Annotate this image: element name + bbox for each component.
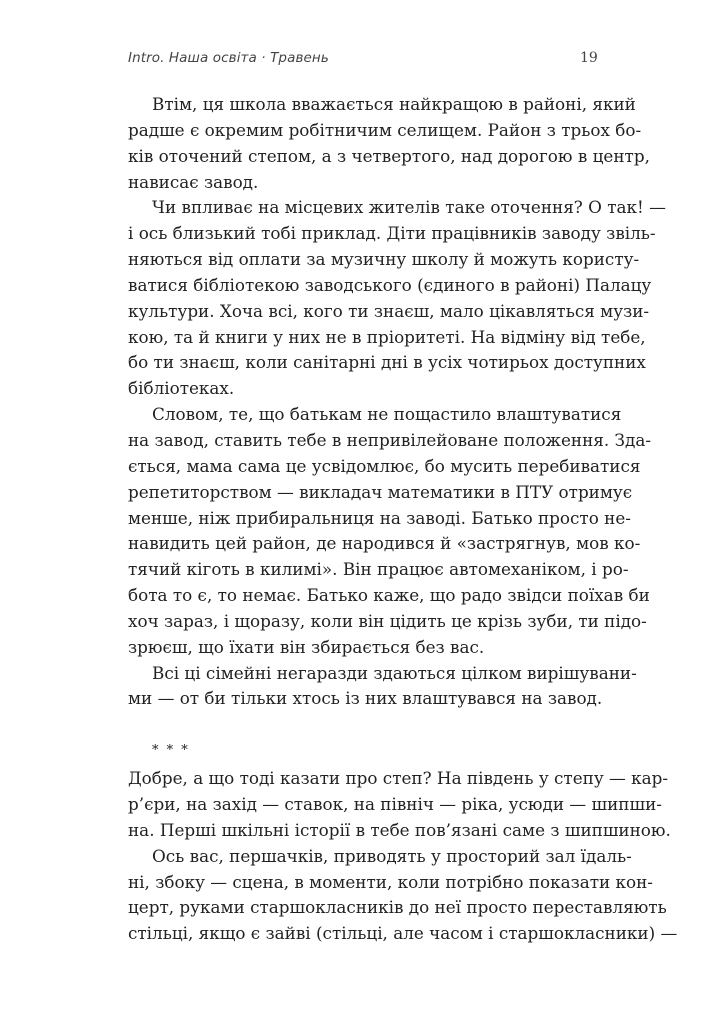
text-line: менше, ніж прибиральниця на заводі. Батько просто не- xyxy=(128,507,631,528)
text-line: кою, та й книги у них не в пріоритеті. На відміну від тебе, xyxy=(128,326,646,347)
text-line: ні, збоку — сцена, в моменти, коли потрібно показати кон- xyxy=(128,871,653,892)
text-line: тячий кіготь в килимі». Він працює автомеханіком, і ро- xyxy=(128,559,629,580)
text-line: культури. Хоча всі, кого ти знаєш, мало цікавляться музи- xyxy=(128,300,650,321)
text-line: Втім, ця школа вважається найкращою в районі, який xyxy=(152,94,636,114)
text-line: бо ти знаєш, коли санітарні дні в усіх чотирьох доступних xyxy=(128,352,646,373)
text-line: бібліотеках. xyxy=(128,378,235,399)
text-line: репетиторством — викладач математики в ПТУ отримує xyxy=(128,481,633,502)
text-line: на завод, ставить тебе в непривілейоване положення. Зда- xyxy=(128,429,652,450)
text-line: Словом, те, що батькам не пощастило влаштуватися xyxy=(152,404,622,425)
running-head: Intro. Наша освіта · Травень xyxy=(128,50,329,66)
body-text xyxy=(128,92,678,947)
text-line: хоч зараз, і щоразу, коли він цідить це крізь зуби, ти підо- xyxy=(128,610,647,631)
text-line: стільці, якщо є зайві (стільці, але часом і старшокласники) — xyxy=(128,923,678,944)
section-separator: * * * xyxy=(152,743,190,759)
text-line: церт, руками старшокласників до неї просто переставляють xyxy=(128,897,667,918)
text-line: Всі ці сімейні негаразди здаються цілком вирішувани- xyxy=(152,662,637,683)
text-line: бота то є, то немає. Батько каже, що радо звідси поїхав би xyxy=(128,585,650,606)
text-line: ми — от би тільки хтось із них влаштувався на завод. xyxy=(128,688,603,709)
text-line: радше є окремим робітничим селищем. Район з трьох бо- xyxy=(128,119,642,140)
text-line: нависає завод. xyxy=(128,171,259,192)
text-line: і ось близький тобі приклад. Діти працівників заводу звіль- xyxy=(128,223,656,244)
text-line: ється, мама сама це усвідомлює, бо мусить перебиватися xyxy=(128,455,641,476)
text-line: Ось вас, першачків, приводять у просторий зал їдаль- xyxy=(152,845,632,866)
text-line: Чи впливає на місцевих жителів таке оточення? О так! — xyxy=(152,197,666,218)
text-line: зрюєш, що їхати він збирається без вас. xyxy=(128,636,485,657)
text-line: навидить цей район, де народився й «застрягнув, мов ко- xyxy=(128,533,641,554)
text-line: няються від оплати за музичну школу й можуть користу- xyxy=(128,249,640,270)
text-line: на. Перші шкільні історії в тебе пов’язані саме з шипшиною. xyxy=(128,819,671,840)
text-line: ків оточений степом, а з четвертого, над дорогою в центр, xyxy=(128,145,650,166)
text-line: ватися бібліотекою заводського (єдиного в районі) Палацу xyxy=(128,274,652,295)
text-line: р’єри, на захід — ставок, на північ — ріка, усюди — шипши- xyxy=(128,794,662,815)
text-line: Добре, а що тоді казати про степ? На південь у степу — кар- xyxy=(128,768,669,789)
page-number: 19 xyxy=(580,50,598,66)
